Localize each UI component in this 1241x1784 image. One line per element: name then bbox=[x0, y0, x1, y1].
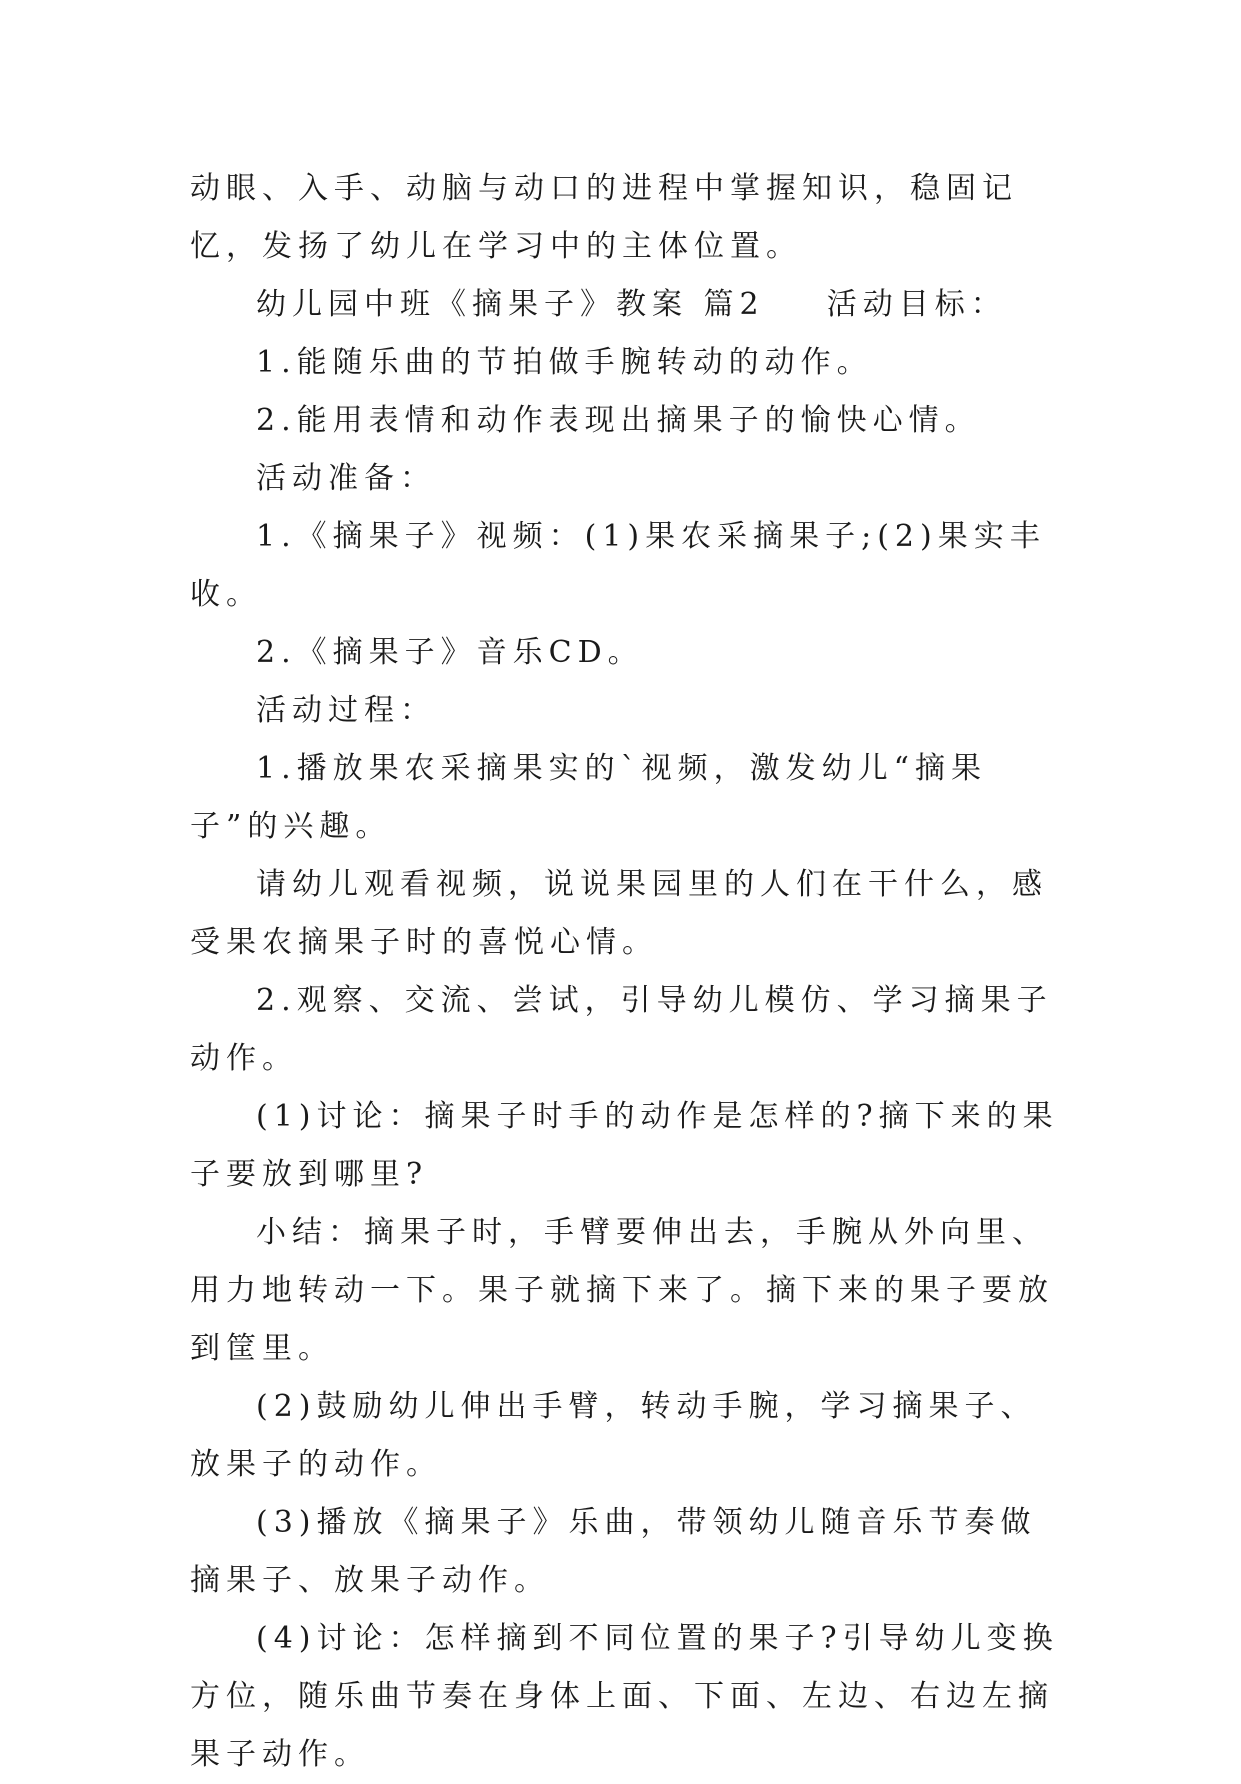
preparation-item-2: 2.《摘果子》音乐CD。 bbox=[256, 635, 644, 670]
process-substep-2: (2)鼓励幼儿伸出手臂，转动手腕，学习摘果子、放果子的动作。 bbox=[190, 1389, 1037, 1482]
process-step-2: 2.观察、交流、尝试，引导幼儿模仿、学习摘果子动作。 bbox=[190, 983, 1053, 1076]
process-step-1-detail: 请幼儿观看视频，说说果园里的人们在干什么，感受果农摘果子时的喜悦心情。 bbox=[190, 867, 1048, 960]
process-substep-3: (3)播放《摘果子》乐曲，带领幼儿随音乐节奏做摘果子、放果子动作。 bbox=[190, 1505, 1037, 1598]
section-heading-process: 活动过程： bbox=[256, 693, 436, 728]
document-body bbox=[190, 160, 1070, 1784]
paragraph-intro-continuation: 动眼、入手、动脑与动口的进程中掌握知识，稳固记忆，发扬了幼儿在学习中的主体位置。 bbox=[190, 171, 1018, 264]
preparation-item-1: 1.《摘果子》视频：(1)果农采摘果子;(2)果实丰收。 bbox=[190, 519, 1046, 612]
section-heading-activity-goals: 幼儿园中班《摘果子》教案 篇2 活动目标： bbox=[256, 287, 1007, 322]
goal-item-2: 2.能用表情和动作表现出摘果子的愉快心情。 bbox=[256, 403, 981, 438]
process-step-1: 1.播放果农采摘果实的`视频，激发幼儿“摘果子”的兴趣。 bbox=[190, 751, 987, 844]
section-heading-preparation: 活动准备： bbox=[256, 461, 436, 496]
process-substep-1: (1)讨论：摘果子时手的动作是怎样的?摘下来的果子要放到哪里? bbox=[190, 1099, 1059, 1192]
goal-item-1: 1.能随乐曲的节拍做手腕转动的动作。 bbox=[256, 345, 873, 380]
process-substep-4: (4)讨论：怎样摘到不同位置的果子?引导幼儿变换方位，随乐曲节奏在身体上面、下面、左边、右边左摘果子动作。 bbox=[190, 1621, 1059, 1772]
process-summary: 小结：摘果子时，手臂要伸出去，手腕从外向里、用力地转动一下。果子就摘下来了。摘下来的果子要放到筐里。 bbox=[190, 1215, 1054, 1366]
